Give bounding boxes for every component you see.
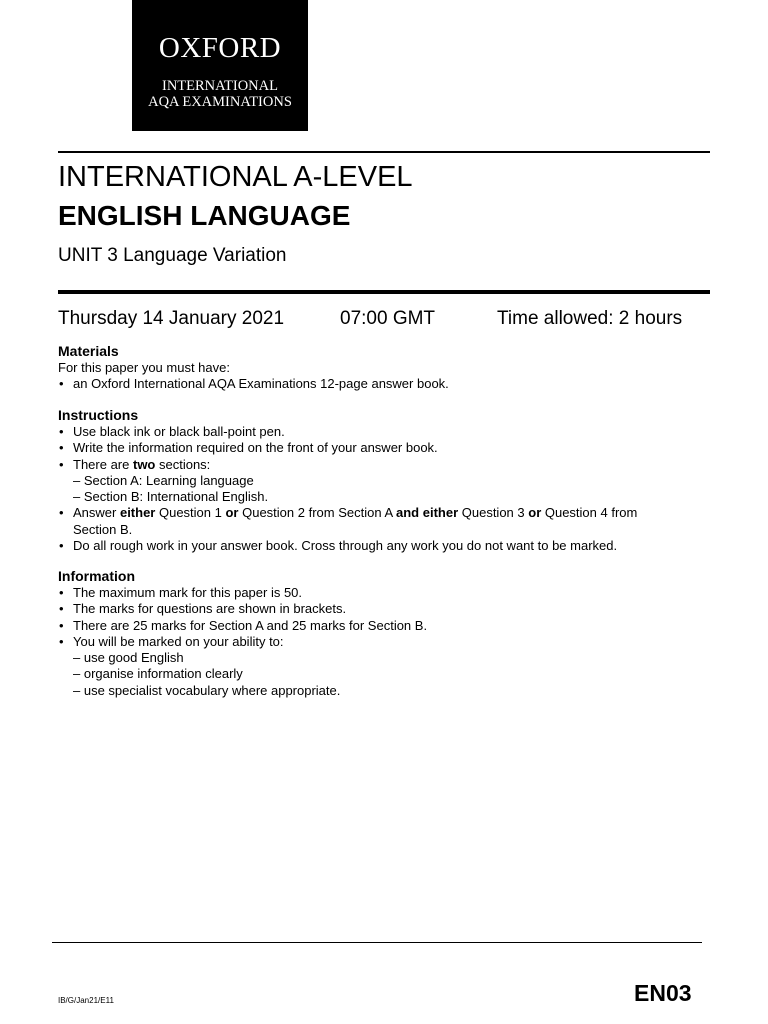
information-heading: Information <box>58 568 135 584</box>
mid-divider <box>58 290 710 294</box>
logo-brand: OXFORD <box>158 32 282 64</box>
oxford-aqa-logo <box>132 0 308 131</box>
instruction-emphasis: two <box>132 456 156 472</box>
instruction-text: Question 3 <box>458 505 529 521</box>
exam-date: Thursday 14 January 2021 <box>58 308 285 329</box>
materials-item: • an Oxford International AQA Examinations 12-page answer book. <box>58 376 718 392</box>
instruction-text: There are <box>73 456 133 472</box>
instruction-text: sections: <box>155 456 211 472</box>
instructions-section <box>58 407 718 554</box>
instruction-item-answer <box>58 505 718 538</box>
instruction-emphasis: either <box>119 505 156 521</box>
instruction-item-rough-work: • Do all rough work in your answer book. Cross through any work you do not want to be marked. <box>58 538 718 554</box>
information-item-ability: • You will be marked on your ability to: <box>58 634 718 650</box>
time-allowed: Time allowed: 2 hours <box>497 308 683 329</box>
information-item-max-mark: • The maximum mark for this paper is 50. <box>58 585 718 601</box>
information-section <box>58 568 718 699</box>
section-a-line: – Section A: Learning language <box>73 472 254 488</box>
instruction-text: Section B. <box>73 521 133 537</box>
document-code: IB/G/Jan21/E11 <box>58 996 114 1005</box>
top-divider <box>58 151 710 153</box>
instruction-item-sections <box>58 457 718 473</box>
instruction-emphasis: or <box>225 505 239 521</box>
ability-english: – use good English <box>73 650 184 666</box>
unit-title: UNIT 3 Language Variation <box>58 245 287 266</box>
exam-time: 07:00 GMT <box>340 308 436 329</box>
paper-code: EN03 <box>634 980 692 1006</box>
materials-heading: Materials <box>58 343 119 359</box>
information-item-section-marks: • There are 25 marks for Section A and 25 marks for Section B. <box>58 618 718 634</box>
information-item-brackets: • The marks for questions are shown in brackets. <box>58 601 718 617</box>
bottom-divider <box>52 942 702 943</box>
instruction-emphasis: or <box>528 505 542 521</box>
instruction-text: Question 1 <box>155 505 226 521</box>
ability-organise: – organise information clearly <box>73 666 243 682</box>
materials-intro: For this paper you must have: <box>58 360 230 375</box>
materials-section <box>58 343 718 393</box>
logo-line-1: INTERNATIONAL <box>162 78 278 94</box>
subject-title: ENGLISH LANGUAGE <box>58 200 351 231</box>
instruction-text: Answer <box>73 505 120 521</box>
instruction-text: Question 2 from Section A <box>238 505 397 521</box>
instruction-emphasis: and either <box>396 505 459 521</box>
qualification-title: INTERNATIONAL A-LEVEL <box>58 161 413 193</box>
instruction-item-ink: • Use black ink or black ball-point pen. <box>58 424 718 440</box>
instruction-item-info: • Write the information required on the front of your answer book. <box>58 440 718 456</box>
ability-vocabulary: – use specialist vocabulary where appropriate. <box>73 682 341 698</box>
section-b-line: – Section B: International English. <box>73 489 269 505</box>
instruction-text: Question 4 from <box>541 505 638 521</box>
logo-line-2: AQA EXAMINATIONS <box>148 94 292 110</box>
instructions-heading: Instructions <box>58 407 139 423</box>
